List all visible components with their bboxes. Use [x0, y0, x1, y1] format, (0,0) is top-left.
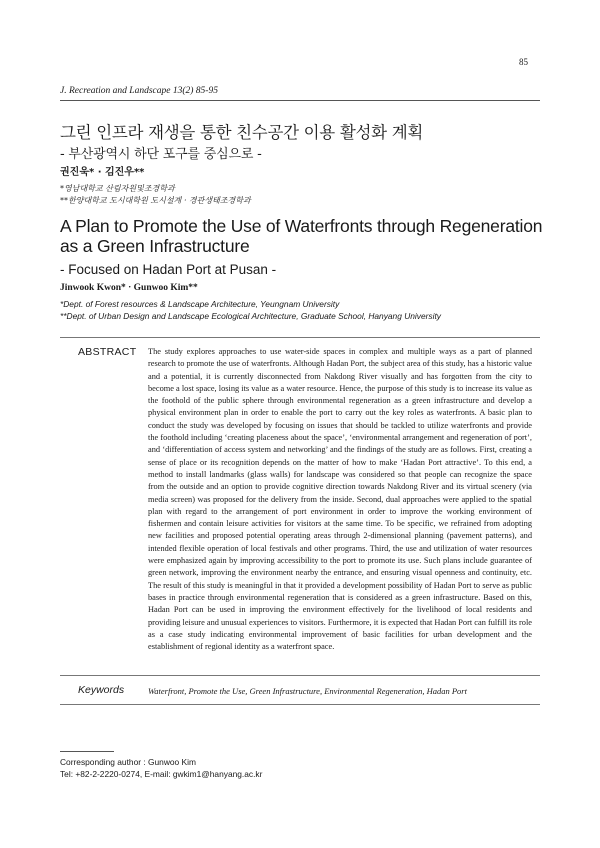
korean-affiliation-1: *영남대학교 산림자원및조경학과	[60, 184, 175, 193]
korean-affiliation-2: **한양대학교 도시대학원 도시설계 · 경관생태조경학과	[60, 196, 251, 205]
keywords-divider	[60, 704, 540, 705]
keywords-label: Keywords	[78, 684, 125, 696]
journal-citation: J. Recreation and Landscape 13(2) 85-95	[60, 86, 540, 101]
page-number: 85	[519, 57, 528, 67]
korean-authors: 권진욱* · 김진우**	[60, 167, 145, 178]
english-title: A Plan to Promote the Use of Waterfronts through Regeneration as a Green Infrastructure	[60, 216, 543, 256]
abstract-text: The study explores approaches to use water-side spaces in complex and multiple ways as a part of planned research to promote the use of waterfronts. Although Hadan Port, the subject area of this study, has a historic value and a potential, it is currently disconnected from Nakdong River visually and has forgotten from the city to become a lost space, losing its value as a water resource. Hence, the purpose of this study is to increase its value as the foothold of the public sphere through environmental regeneration as a green infrastructure and develop a physical environment plan in order to enable the port to carry out the key roles as waterfronts. A basic plan to conduct the study was developed by focusing on issues that should be tackled to utilize waterfronts and provide the foothold including ‘creating placeness about the space’, ‘environmental arrangement and regeneration of port’, and ‘differentiation of access system and networking’ and the findings of the study are as follows. First, creating a sense of place or its recognition depends on the matter of how to make ‘Hadan Port attractive’. To this end, a method to install landmarks (glass walls) for landscape was considered so that people can recognize the space from the outside and an option to provide cognitive direction towards Nakdong River and its virtual scenery (via media screen) was proposed for the delivery from the inside. Second, dual approaches were applied to the spatial plan with regard to the arrangement of port environment in order to improve the working environment of fishermen and contain leisure activities for visitors at the same time. To be specific, we refrained from adopting new facilities and proposed potential operating areas through 2-dimensional planning (pavement patterns), and intended flexible operation of local festivals and other programs. Third, the use and utilization of water resources were emphasized again by improving accessibility to the port to promote its use. Such plans include guarantee of green network, improving the environment nearby the entrance, and ensuring visual openness and continuity, etc. The result of this study is meaningful in that it provided a development possibility of Hadan Port to serve as public bases in practice through environmental regeneration that is considered as a green infrastructure. Based on this, Hadan Port can be used in improving the environment effectively for the livelihood of local residents and providing leisure and unusual experiences to visitors. Furthermore, it is expected that Hadan Port can fulfill its role as a case study indicating environmental improvement of basic facilities for urban development and the establishment of regional identity as a waterfront space.	[148, 347, 532, 652]
footnote-divider	[60, 751, 114, 752]
keywords-text: Waterfront, Promote the Use, Green Infrastructure, Environmental Regeneration, Hadan Port	[148, 686, 467, 696]
abstract-label: ABSTRACT	[78, 346, 137, 358]
english-affiliation-2: **Dept. of Urban Design and Landscape Ecological Architecture, Graduate School, Hanyang University	[60, 311, 441, 321]
english-affiliation-1: *Dept. of Forest resources & Landscape Architecture, Yeungnam University	[60, 299, 340, 309]
contact-info: Tel: +82-2-2220-0274, E-mail: gwkim1@hanyang.ac.kr	[60, 769, 263, 779]
english-authors: Jinwook Kwon* · Gunwoo Kim**	[60, 283, 198, 293]
english-subtitle: - Focused on Hadan Port at Pusan -	[60, 262, 277, 277]
korean-subtitle: - 부산광역시 하단 포구를 중심으로 -	[60, 147, 262, 162]
corresponding-author: Corresponding author : Gunwoo Kim	[60, 757, 196, 767]
korean-title: 그린 인프라 재생을 통한 친수공간 이용 활성화 계획	[60, 123, 424, 142]
